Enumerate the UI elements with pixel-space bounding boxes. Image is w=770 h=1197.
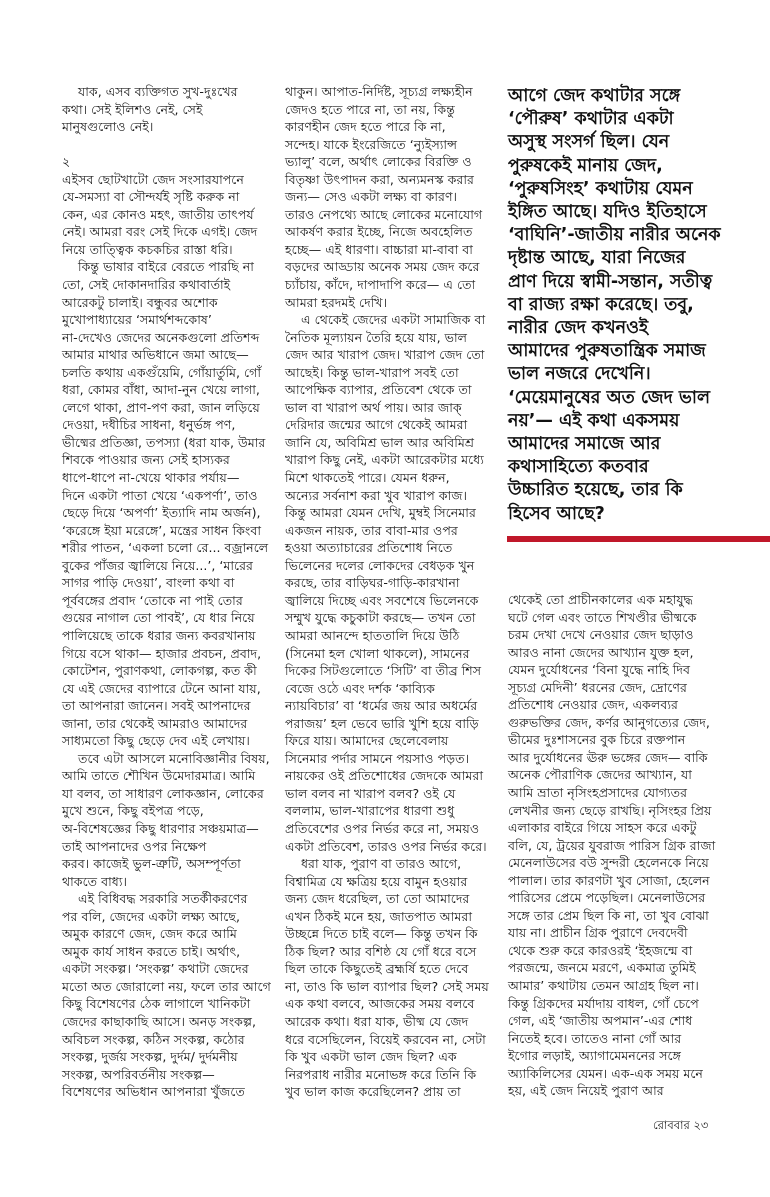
- text-line: তো, সেই দোকানদারির কথাবার্তাই: [62, 277, 231, 293]
- text-line: কোটেশন, পুরাণকথা, লোকগল্প, কত কী: [62, 663, 257, 679]
- text-line: আমরা আনন্দে হাততালি দিয়ে উঠি: [285, 627, 460, 643]
- text-line: জেদের কাছাকাছি আসে। অনড় সংকল্প,: [62, 1013, 256, 1029]
- text-line: তারও নেপথ্যে আছে লোকের মনোযোগ: [285, 206, 483, 222]
- text-line: অনেক পৌরাণিক জেদের আখ্যান, যা: [508, 767, 692, 783]
- text-line: দেওয়া, দধীচির সাধনা, ধনুর্ভঙ্গ পণ,: [62, 417, 236, 433]
- text-line: চলতি কথায় একগুঁয়েমি, গোঁয়ার্তুমি, গোঁ: [62, 364, 262, 380]
- text-line: সংকল্প, দুর্জয় সংকল্প, দুর্দম/ দুর্দমনীয়: [62, 1049, 238, 1065]
- text-line: নিতেই হবে। তাতেও নানা গোঁ আর: [508, 1030, 682, 1046]
- article-column-1: [62, 83, 271, 1101]
- text-line: এ থেকেই জেদের একটা সামাজিক বা: [301, 312, 486, 328]
- text-line: বড়দের আড্ডায় অনেক সময় জেদ করে: [285, 259, 480, 275]
- text-line: যায় না। প্রাচীন গ্রিক পুরাণে দেবদেবী: [508, 925, 688, 941]
- text-line: আমি তাতে শৌখিন উমেদারমাত্র। আমি: [62, 768, 256, 784]
- text-line: গেল, এই ‘জাতীয় অপমান’-এর শোধ: [508, 1013, 693, 1029]
- text-line: প্রতিশোধ নেওয়ার জেদ, একলব্যর: [508, 697, 678, 713]
- text-line: জন্য— সেও একটা লক্ষ্য বা কারণ।: [285, 189, 458, 205]
- text-line: যেমন দুর্যোধনের ‘বিনা যুদ্ধে নাহি দিব: [508, 662, 690, 678]
- pull-quote-line: পুরুষকেই মানায় জেদ,: [508, 155, 663, 176]
- text-line: একটা সংকল্প। ‘সংকল্প’ কথাটা জেদের: [62, 961, 249, 977]
- text-line: থাকুন। আপাত-নির্দিষ্ট, সূচ্যগ্র লক্ষ্যহীন: [285, 84, 473, 99]
- text-line: ভীমের দুঃশাসনের বুক চিরে রক্তপান: [508, 732, 686, 748]
- text-line: থাকতে বাধ্য।: [62, 873, 128, 889]
- text-line: মিশে থাকতেই পারে। যেমন ধরুন,: [285, 470, 450, 486]
- text-line: ইগোর লড়াই, অ্যাগামেমননের সঙ্গে: [508, 1048, 681, 1064]
- text-line: দিনে একটা পাতা খেয়ে ‘একপর্ণা’, তাও: [62, 487, 258, 503]
- text-line: ধরা যাক, পুরাণ বা তারও আগে,: [301, 856, 462, 872]
- text-line: গুরুভক্তির জেদ, কর্ণর আনুগত্যের জেদ,: [508, 714, 710, 730]
- pull-quote-line: হিসেব আছে?: [508, 503, 605, 524]
- text-line: ভিলেনের দলের লোকদের বেধড়ক খুন: [285, 557, 475, 573]
- text-line: এলাকার বাইরে গিয়ে সাহস করে একটু: [508, 820, 697, 836]
- text-line: ‘করেঙ্গে ইয়া মরেঙ্গে’, মন্ত্রের সাধন কিংবা: [62, 522, 262, 538]
- text-line: তা আপনারা জানেন। সবই আপনাদের: [62, 698, 251, 714]
- text-line: মুখোপাধ্যায়ের ‘সমার্থশব্দকোষ’: [62, 312, 212, 328]
- pull-quote-line: আগে জেদ কথাটার সঙ্গে: [508, 86, 681, 106]
- text-line: করব। কাজেই ভুল-ত্রুটি, অসম্পূর্ণতা: [62, 856, 241, 872]
- text-line: আকর্ষণ করার ইচ্ছে, নিজে অবহেলিত: [285, 224, 473, 240]
- text-line: জানি যে, অবিমিশ্র ভাল আর অবিমিশ্র: [285, 434, 474, 450]
- text-line: ভীষ্মের প্রতিজ্ঞা, তপস্যা (ধরা যাক, উমার: [62, 434, 266, 450]
- text-line: লেগে থাকা, প্রাণ-পণ করা, জান লড়িয়ে: [62, 399, 260, 415]
- text-line: সূচ্যগ্র মেদিনী’ ধরনের জেদ, দ্রোণের: [508, 679, 687, 695]
- text-line: বেজে ওঠে এবং দর্শক ‘কাব্যিক: [285, 680, 435, 696]
- text-line: কিন্তু ভাষার বাইরে বেরতে পারছি না: [78, 259, 254, 275]
- pull-quote-line: বা রাজ্য রক্ষা করেছে। তবু,: [508, 294, 694, 315]
- text-line: অমুক কার্য সাধন করতে চাই। অর্থাৎ,: [62, 943, 241, 959]
- text-line: খারাপ কিছু নেই, একটা আরেকটার মধ্যে: [285, 452, 484, 468]
- text-line: আমার মাথার অভিধানে জমা আছে—: [62, 347, 249, 363]
- pull-quote-line: ‘বাঘিনি’-জাতীয় নারীর অনেক: [508, 225, 721, 246]
- text-line: নিরপরাধ নারীর মনোভঙ্গ করে তিনি কি: [285, 1066, 477, 1082]
- text-line: পূর্ববঙ্গের প্রবাদ ‘তোকে না পাই তোর: [62, 592, 243, 608]
- text-line: পর বলি, জেদের একটা লক্ষ্য আছে,: [62, 908, 241, 924]
- pull-quote-line: কথাসাহিত্যে কতবার: [508, 457, 649, 478]
- pull-quote-line: আমাদের সমাজে আর: [508, 434, 661, 455]
- text-line: নেই। আমরা বরং সেই দিকে এগই। জেদ: [62, 224, 258, 240]
- text-line: এই বিধিবদ্ধ সরকারি সতর্কীকরণের: [78, 891, 248, 907]
- text-line: জ্বালিয়ে দিচ্ছে এবং সবশেষে ভিলেনকে: [285, 592, 479, 608]
- text-line: গুয়ের নাগাল তো পাবই’, যে ধার নিয়ে: [62, 610, 255, 626]
- text-line: চ্যাঁচায়, কাঁদে, দাপাদাপি করে— এ তো: [285, 277, 476, 293]
- text-line: পারিসের প্রেমে পড়েছিল। মেনেলাউসের: [508, 890, 706, 906]
- text-line: সন্দেহ। যাকে ইংরেজিতে ‘ন্যুইস্যান্স: [285, 136, 457, 152]
- text-line: অ-বিশেষজ্ঞের কিছু ধারণার সঞ্চয়মাত্র—: [62, 820, 259, 836]
- text-line: শরীর পাতন, ‘একলা চলো রে... বজ্রানলে: [62, 540, 269, 556]
- text-line: বিশ্বামিত্র যে ক্ষত্রিয় হয়ে বামুন হওয়ার: [285, 873, 468, 889]
- text-line: আমি ভ্রাতা নৃসিংহপ্রসাদের যোগ্যতর: [508, 785, 688, 801]
- text-line: থেকেই তো প্রাচীনকালের এক মহাযুদ্ধ: [508, 592, 693, 607]
- text-line: মেনেলাউসের বউ সুন্দরী হেলেনকে নিয়ে: [508, 855, 709, 871]
- text-line: আর দুর্যোধনের ঊরু ভঙ্গের জেদ— বাকি: [508, 749, 708, 765]
- text-line: অবিচল সংকল্প, কঠিন সংকল্প, কঠোর: [62, 1031, 245, 1047]
- page-footer: রোববার ২৩: [653, 1118, 709, 1132]
- text-line: এক কথা বলবে, আজকের সময় বলবে: [285, 996, 475, 1012]
- pull-quote-line: অসুস্থ সংসর্গ ছিল। যেন: [508, 132, 670, 153]
- pull-quote-line: প্রাণ দিয়ে স্বামী-সন্তান, সতীত্ব: [508, 271, 713, 292]
- text-line: থেকে শুরু করে কারওরই ‘ইহজন্মে বা: [508, 942, 693, 958]
- text-line: শিবকে পাওয়ার জন্য সেই হাস্যকর: [62, 452, 230, 468]
- text-line: ঠিক ছিল? আর বশিষ্ঠ যে গোঁ ধরে বসে: [285, 943, 477, 959]
- text-line: কথা। সেই ইলিশও নেই, সেই: [62, 101, 203, 117]
- text-line: ফিরে যায়। আমাদের ছেলেবেলায়: [285, 733, 449, 749]
- text-line: নৈতিক মূল্যায়ন তৈরি হয়ে যায়, ভাল: [285, 329, 468, 345]
- text-line: নিয়ে তাত্ত্বিক কচকচির রাস্তা ধরি।: [62, 241, 233, 257]
- text-line: উচ্ছন্নে দিতে চাই বলে— কিন্তু তখন কি: [285, 926, 478, 942]
- text-line: ভাল বা খারাপ অর্থ পায়। আর জাক্: [285, 399, 462, 415]
- text-line: এখন ঠিকই মনে হয়, জাতপাত আমরা: [285, 908, 472, 924]
- text-line: একজন নায়ক, তার বাবা-মার ওপর: [285, 522, 458, 538]
- text-line: যে-সমস্যা বা সৌন্দর্যই সৃষ্টি করুক না: [62, 189, 240, 205]
- text-line: সংকল্প, অপরিবর্তনীয় সংকল্প—: [62, 1066, 215, 1082]
- text-line: অমুক কারণে জেদ, জেদ করে আমি: [62, 926, 237, 942]
- text-line: আরেক কথা। ধরা যাক, ভীষ্ম যে জেদ: [285, 1013, 469, 1029]
- pull-quote-line: ইঙ্গিত আছে। যদিও ইতিহাসে: [508, 202, 707, 223]
- text-line: আপেক্ষিক ব্যাপার, প্রতিবেশ থেকে তা: [285, 382, 472, 398]
- text-line: নায়কের ওই প্রতিশোধের জেদকে আমরা: [285, 768, 484, 784]
- text-line: হচ্ছে— এই ধারণা। বাচ্চারা মা-বাবা বা: [285, 241, 473, 257]
- text-line: প্রতিবেশের ওপর নির্ভর করে না, সময়ও: [285, 820, 480, 836]
- pull-quote-line: আমাদের পুরুষতান্ত্রিক সমাজ: [508, 341, 706, 362]
- text-line: কিন্তু গ্রিকদের মর্যাদায় বাধল, গোঁ চেপে: [508, 995, 699, 1011]
- text-line: সম্মুখ যুদ্ধে কচুকাটা করছে— তখন তো: [285, 610, 476, 626]
- text-line: ছিল তাকে কিছুতেই ব্রহ্মর্ষি হতে দেবে: [285, 961, 469, 977]
- text-line: চরম দেখা দেখে নেওয়ার জেদ ছাড়াও: [508, 627, 694, 643]
- text-line: তবে এটা আসলে মনোবিজ্ঞানীর বিষয়,: [78, 750, 270, 766]
- text-line: বিতৃষ্ণা উৎপাদন করা, অন্যমনস্ক করার: [285, 171, 474, 187]
- text-line: ধরা, কোমর বাঁধা, আদা-নুন খেয়ে লাগা,: [62, 382, 260, 398]
- text-line: কারণহীন জেদ হতে পারে কি না,: [285, 119, 446, 135]
- text-line: বললাম, ভাল-খারাপের ধারণা শুধু: [285, 803, 455, 819]
- text-line: আরও নানা জেদের আখ্যান যুক্ত হল,: [508, 644, 694, 660]
- text-line: সাগর পাড়ি দেওয়া’, বাংলা কথা বা: [62, 575, 235, 591]
- text-line: অন্যের সর্বনাশ করা খুব খারাপ কাজ।: [285, 487, 467, 503]
- text-line: পরাজয়’ হল ভেবে ভারি খুশি হয়ে বাড়ি: [285, 715, 479, 731]
- text-line: ২: [62, 154, 71, 170]
- text-line: যে এই জেদের ব্যাপারে টেনে আনা যায়,: [62, 680, 261, 696]
- text-line: ছেড়ে দিয়ে ‘অপর্ণা’ ইত্যাদি নাম অর্জন),: [62, 505, 261, 521]
- text-line: মুখে শুনে, কিছু বইপত্র পড়ে,: [62, 803, 204, 819]
- text-line: মানুষগুলোও নেই।: [62, 119, 154, 135]
- text-line: কিন্তু আমরা যেমন দেখি, মুম্বই সিনেমার: [285, 505, 476, 521]
- text-line: লেখনীর জন্য ছেড়ে রাখছি। নৃসিংহর প্রিয়: [508, 802, 712, 818]
- pull-quote-divider: [507, 536, 770, 542]
- text-line: হয়, এই জেদ নিয়েই পুরাণ আর: [508, 1083, 664, 1099]
- text-line: ভাল বলব না খারাপ বলব? ওই যে: [285, 785, 456, 801]
- text-line: ন্যায়বিচার’ বা ‘ধর্মের জয় আর অধর্মের: [285, 698, 478, 714]
- text-line: বিশেষণের অভিধান আপনারা খুঁজতে: [62, 1084, 245, 1100]
- text-line: আমার’ কথাটায় তেমন আগ্রহ ছিল না।: [508, 978, 699, 994]
- text-line: ভ্যালু’ বলে, অর্থাৎ লোকের বিরক্তি ও: [285, 154, 472, 170]
- text-line: পালিয়েছে তাকে ধরার জন্য কবরখানায়: [62, 627, 256, 643]
- text-line: আমরা হরদমই দেখি।: [285, 294, 388, 310]
- pull-quote-line: ‘পুরুষসিংহ’ কথাটায় যেমন: [508, 178, 693, 199]
- text-line: জন্য জেদ ধরেছিল, তা তো আমাদের: [285, 891, 470, 907]
- text-line: পালাল। তার কারণটা খুব সোজা, হেলেন: [508, 872, 710, 888]
- text-line: খুব ভাল কাজ করেছিলেন? প্রায় তা: [285, 1084, 461, 1100]
- text-line: একটা প্রতিবেশ, তারও ওপর নির্ভর করে।: [285, 838, 487, 854]
- pull-quote-line: নারীর জেদ কখনওই: [508, 318, 649, 339]
- text-line: পরজন্মে, জনমে মরণে, একমাত্র তুমিই: [508, 960, 696, 976]
- pull-quote: [508, 85, 758, 526]
- pull-quote-line: ‘পৌরুষ’ কথাটার একটা: [508, 109, 674, 130]
- text-line: করছে, তার বাড়িঘর-গাড়ি-কারখানা: [285, 575, 460, 591]
- article-column-2: [285, 83, 489, 1101]
- pull-quote-line: ভাল নজরে দেখেনি।: [508, 364, 651, 385]
- pull-quote-line: ‘মেয়েমানুষের অত জেদ ভাল: [508, 387, 711, 408]
- pull-quote-line: নয়’— এই কথা একসময়: [508, 410, 680, 431]
- pull-quote-line: দৃষ্টান্ত আছে, যারা নিজের: [508, 248, 686, 269]
- text-line: দেরিদার জন্মের আগে থেকেই আমরা: [285, 417, 468, 433]
- text-line: কিছু বিশেষণের ঠেক লাগালে খানিকটা: [62, 996, 251, 1012]
- text-line: জেদও হতে পারে না, তা নয়, কিন্তু: [285, 101, 455, 117]
- text-line: আরেকটু চালাই। বন্ধুবর অশোক: [62, 294, 218, 310]
- text-line: বলি, যে, ট্রয়ের যুবরাজ পারিস গ্রিক রাজা: [508, 837, 716, 853]
- text-line: আছেই। কিন্তু ভাল-খারাপ সবই তো: [285, 364, 459, 380]
- text-line: যাক, এসব ব্যক্তিগত সুখ-দুঃখের: [78, 84, 238, 99]
- text-line: এইসব ছোটখাটো জেদ সংসারযাপনে: [62, 171, 244, 187]
- pull-quote-line: উচ্চারিত হয়েছে, তার কি: [508, 480, 683, 501]
- text-line: তাই আপনাদের ওপর নিক্ষেপ: [62, 838, 207, 854]
- text-line: গিয়ে বসে থাকা— হাজার প্রবচন, প্রবাদ,: [62, 645, 262, 661]
- text-line: সিনেমার পর্দার সামনে পয়সাও পড়ত।: [285, 750, 470, 766]
- text-line: ধাপে-ধাপে না-খেয়ে থাকার পর্যায়—: [62, 470, 240, 486]
- text-line: যা বলব, তা সাধারণ লোকজ্ঞান, লোকের: [62, 785, 264, 801]
- text-line: জেদ আর খারাপ জেদ। খারাপ জেদ তো: [285, 347, 485, 363]
- text-line: জানা, তার থেকেই আমরাও আমাদের: [62, 715, 248, 731]
- text-line: [62, 136, 262, 154]
- text-line: (সিনেমা হল খোলা থাকলে), সামনের: [285, 645, 470, 661]
- text-line: দিকের সিটগুলোতে ‘সিটি’ বা তীব্র শিস: [285, 663, 482, 679]
- text-line: ধরে বসেছিলেন, বিয়েই করবেন না, সেটা: [285, 1031, 486, 1047]
- text-line: বুকের পাঁজর জ্বালিয়ে নিয়ে...’, ‘মারের: [62, 557, 253, 573]
- text-line: কি খুব একটা ভাল জেদ ছিল? এক: [285, 1049, 457, 1065]
- text-line: ঘটে গেল এবং তাতে শিখণ্ডীর ভীষ্মকে: [508, 609, 697, 625]
- text-line: মতো অত জোরালো নয়, ফলে তার আগে: [62, 978, 271, 994]
- text-line: হওয়া অত্যাচারের প্রতিশোধ নিতে: [285, 540, 453, 556]
- text-line: অ্যাকিলিসের যেমন। এক-এক সময় মনে: [508, 1065, 703, 1081]
- text-line: না, তাও কি ভাল ব্যাপার ছিল? সেই সময়: [285, 978, 489, 994]
- text-line: কেন, এর কোনও মহৎ, জাতীয় তাৎপর্য: [62, 206, 254, 222]
- text-line: সাধ্যমতো কিছু ছেড়ে দেব এই লেখায়।: [62, 733, 250, 749]
- text-line: না-দেখেও জেদের অনেকগুলো প্রতিশব্দ: [62, 329, 260, 345]
- article-column-3: [508, 591, 753, 1100]
- text-line: সঙ্গে তার প্রেম ছিল কি না, তা খুব বোঝা: [508, 907, 709, 923]
